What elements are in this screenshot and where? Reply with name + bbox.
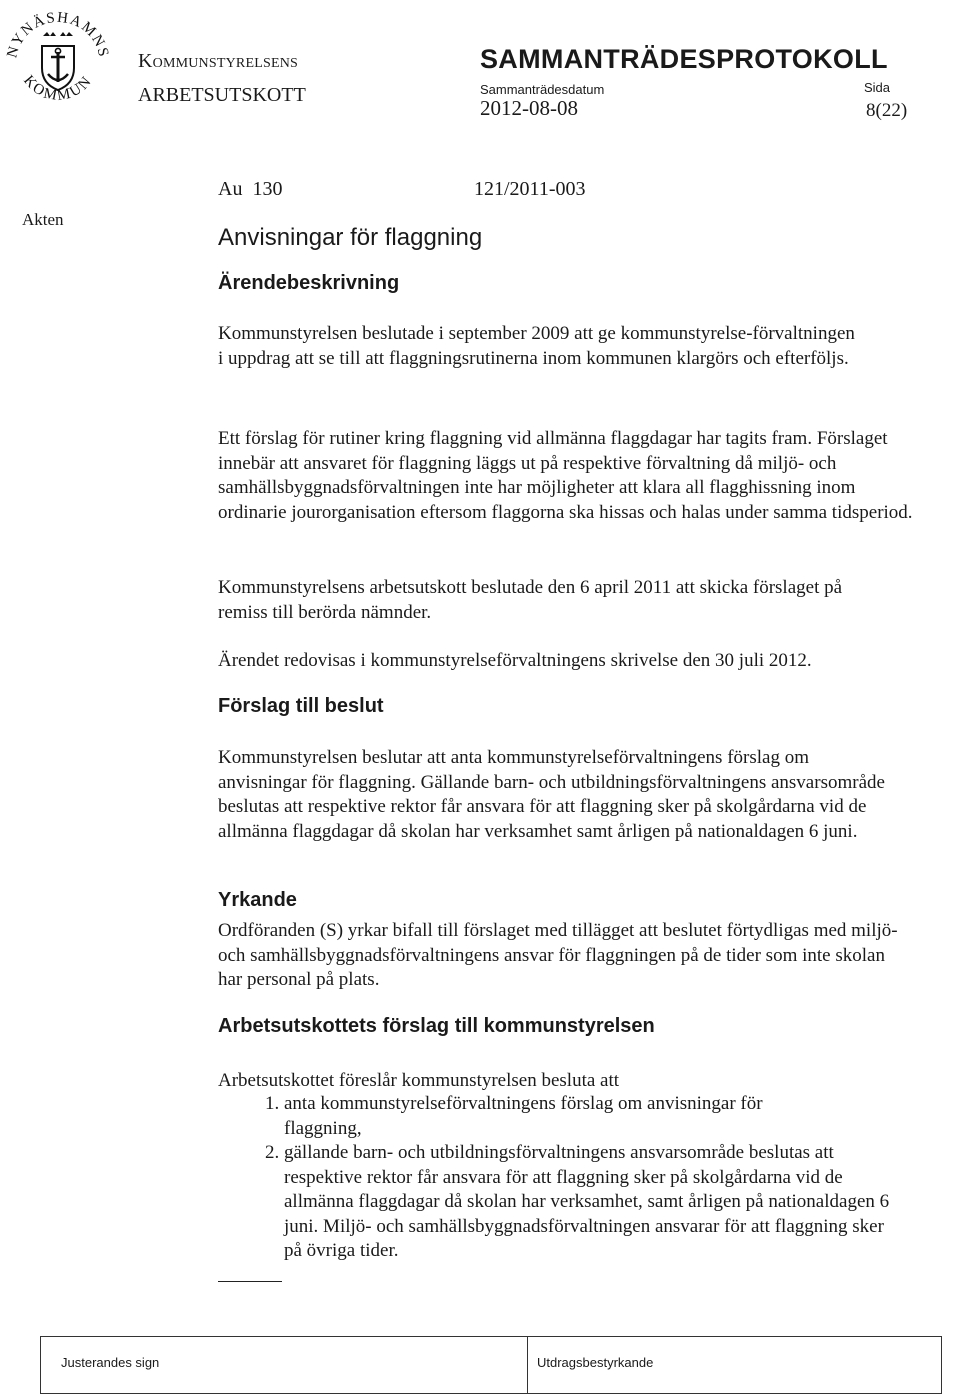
proposal-paragraph: Kommunstyrelsen beslutar att anta kommunstyrelseförvaltningens förslag om anvisningar för flaggning. Gällande barn- och utbildningsförvaltningens ansvarsområde beslutas att respektive rektor får ansvara för att flaggning sker på skolgårdarna vid de allmänna flaggdagar då skolan har verksamhet samt årligen på nationaldagen 6 juni. [218, 747, 885, 842]
case-title: Anvisningar för flaggning [218, 224, 483, 251]
description-paragraph-3: Kommunstyrelsens arbetsutskott beslutade den 6 april 2011 att skicka förslaget på remiss till berörda nämnder. [218, 577, 843, 623]
case-number: Au 130 [218, 178, 283, 200]
motion-paragraph: Ordföranden (S) yrkar bifall till förslaget med tillägget att beslutet förtydligas med miljö- och samhällsbyggnadsförvaltningens ansvar för flaggningen på de tider som inte skolan har personal på plats. [218, 920, 898, 990]
svg-text:NYNÄSHAMNS: NYNÄSHAMNS [4, 9, 112, 60]
decision-item-2: 2. gällande barn- och utbildningsförvaltningens ansvarsområde beslutas att respektive rektor får ansvara för att flaggning sker på skolgårdarna vid de allmänna flaggdagar då skolan har verksamhet, samt årligen på nationaldagen 6 juni. Miljö- och samhällsbyggnadsförvaltningen ansvarar för att flaggning sker på övriga tider. [284, 1141, 904, 1264]
proposal-heading: Förslag till beslut [218, 695, 384, 717]
approver-signature-label: Justerandes sign [61, 1355, 160, 1370]
committee-intro: Arbetsutskottet föreslår kommunstyrelsen besluta att [218, 1070, 620, 1091]
decision-list [218, 1092, 960, 1264]
extract-certification-label: Utdragsbestyrkande [537, 1355, 654, 1370]
description-heading: Ärendebeskrivning [218, 272, 400, 294]
municipality-logo [2, 2, 114, 114]
page-number: 8(22) [866, 100, 908, 121]
protocol-title: SAMMANTRÄDESPROTOKOLL [480, 44, 888, 74]
description-paragraph-2: Ett förslag för rutiner kring flaggning vid allmänna flaggdagar har tagits fram. Förslaget innebär att ansvaret för flaggning läggs ut på respektive förvaltning då miljö- och samhällsbyggnadsförvaltningen inte har möjligheter att klara all flagghissning inom ordinarie jourorganisation eftersom flaggorna ska hissas och halas under samma tidsperiod. [218, 428, 913, 523]
organisation-name-text: Kommunstyrelsens [138, 50, 298, 72]
page-label: Sida [864, 80, 891, 95]
diary-number: 121/2011-003 [474, 178, 586, 200]
organisation-unit: ARBETSUTSKOTT [138, 84, 306, 106]
description-paragraph-4: Ärendet redovisas i kommunstyrelseförvaltningens skrivelse den 30 juli 2012. [218, 650, 812, 671]
committee-heading: Arbetsutskottets förslag till kommunstyrelsen [218, 1015, 655, 1037]
section-divider [218, 1281, 282, 1282]
signature-box-divider [527, 1337, 528, 1393]
description-paragraph-1: Kommunstyrelsen beslutade i september 2009 att ge kommunstyrelse-förvaltningen i uppdrag att se till att flaggningsrutinerna inom kommunen klargörs och efterföljs. [218, 323, 855, 369]
organisation-name [138, 50, 298, 73]
distribution-label: Akten [22, 210, 64, 229]
signature-box [40, 1336, 942, 1394]
decision-item-1: 1. anta kommunstyrelseförvaltningens förslag om anvisningar för flaggning, [284, 1092, 844, 1141]
motion-heading: Yrkande [218, 889, 297, 911]
svg-text:KOMMUN: KOMMUN [20, 72, 96, 105]
meeting-date: 2012-08-08 [480, 96, 578, 120]
meeting-date-label: Sammanträdesdatum [480, 82, 605, 97]
